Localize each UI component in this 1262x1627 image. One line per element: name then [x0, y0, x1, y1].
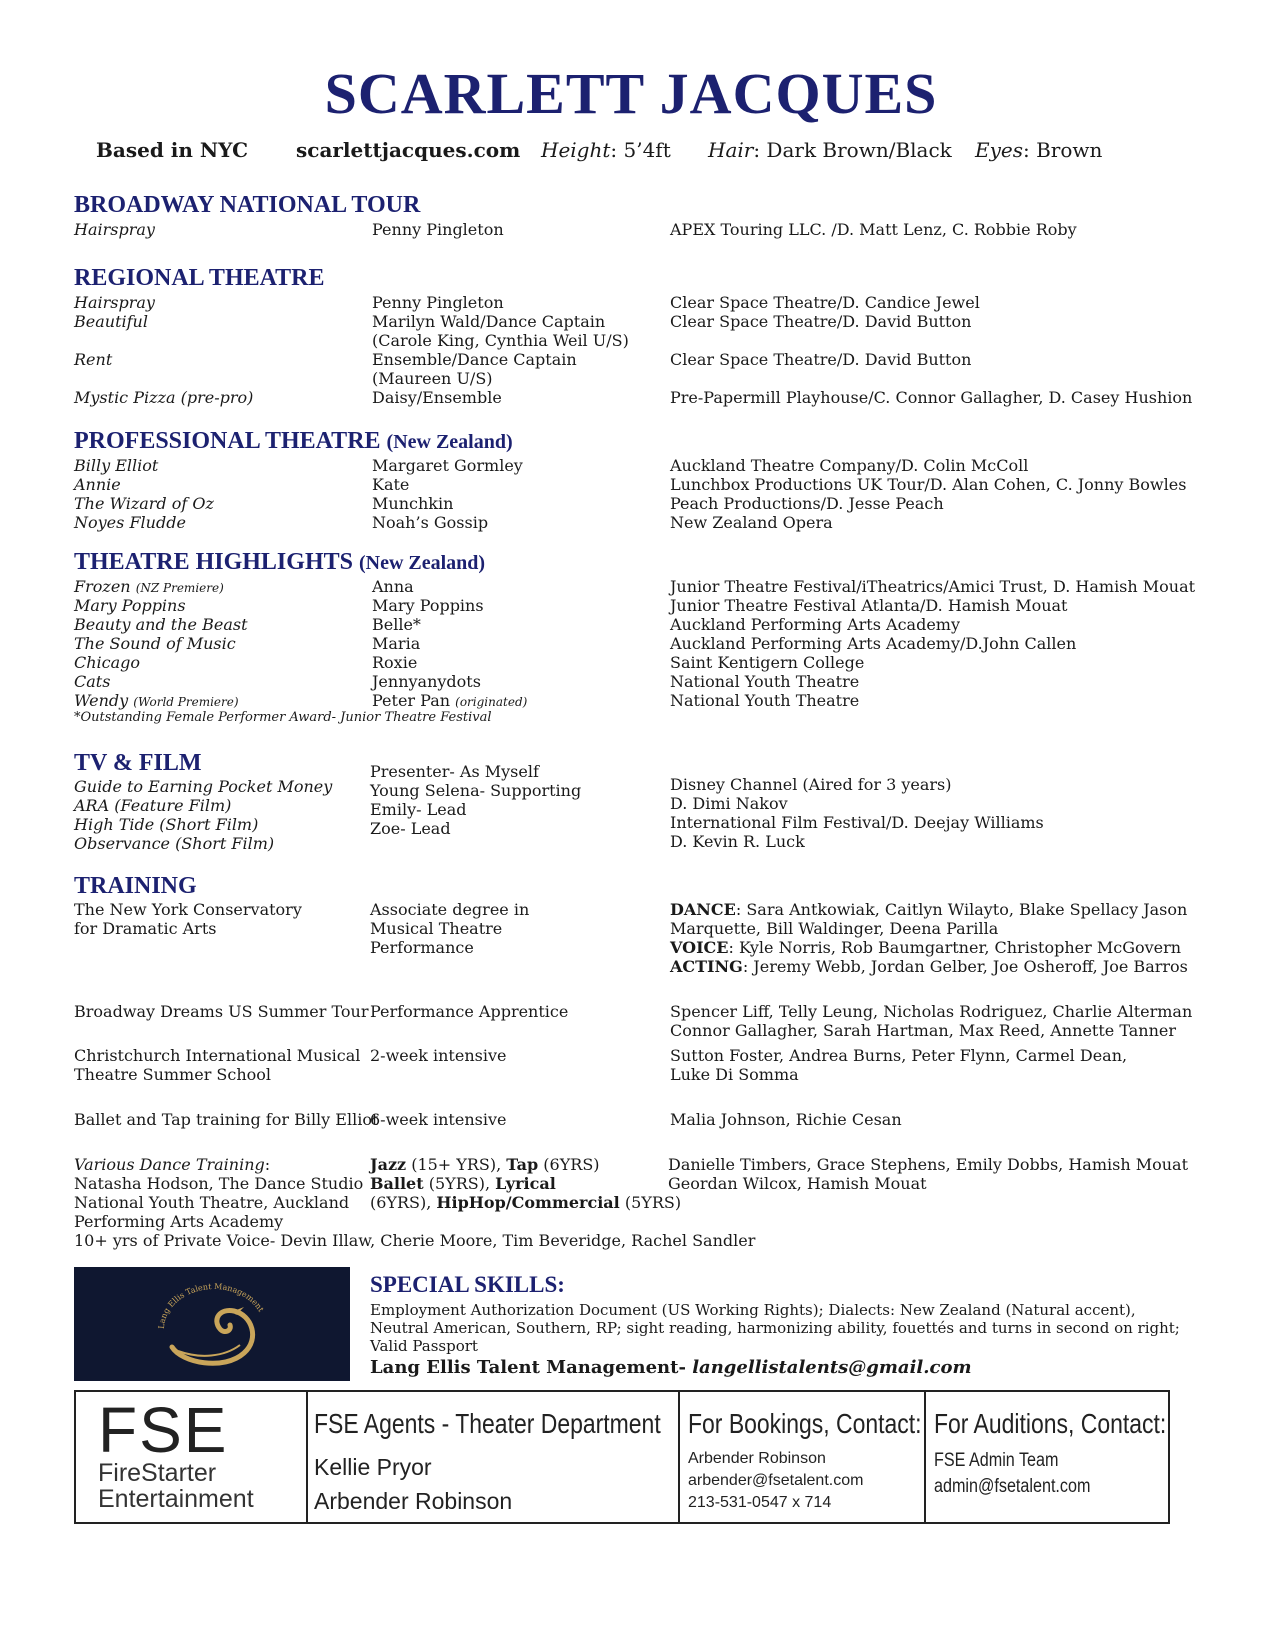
fse-agency-footer [74, 1390, 1170, 1524]
fse-bookings-title: For Bookings, Contact: [688, 1408, 922, 1439]
section-professional: PROFESSIONAL THEATRE (New Zealand) [74, 428, 513, 454]
training-bd-program: Performance Apprentice [370, 1002, 569, 1021]
section-regional: REGIONAL THEATRE [74, 265, 325, 291]
lang-ellis-logo [74, 1267, 350, 1381]
fse-bookings-phone[interactable]: 213-531-0547 x 714 [688, 1494, 832, 1511]
hair: Hair: Dark Brown/Black [708, 138, 952, 162]
credit-row: Noyes Fludde Noah’s Gossip New Zealand Opera [74, 513, 833, 532]
swan-logo-icon [74, 1267, 350, 1381]
highlights-rows [74, 577, 1194, 710]
fse-agent-1: Kellie Pryor [314, 1454, 432, 1480]
credit-row: Rent Ensemble/Dance Captain (Maureen U/S) Clear Space Theatre/D. David Button [74, 350, 972, 388]
fse-logo-line1: FireStarter [98, 1459, 217, 1487]
fse-auditions [926, 1392, 1168, 1522]
credit-row: Frozen (NZ Premiere) Anna Junior Theatre Festival/iTheatrics/Amici Trust, D. Hamish Mouat [74, 577, 1196, 596]
credit-row: Cats Jennyanydots National Youth Theatre [74, 672, 860, 691]
professional-rows [74, 456, 1194, 532]
logo-arc-text: Lang Ellis Talent Management [156, 1281, 266, 1330]
credit-row: Annie Kate Lunchbox Productions UK Tour/D. Alan Cohen, C. Jonny Bowles [74, 475, 1187, 494]
special-skills-text: Employment Authorization Document (US Working Rights); Dialects: New Zealand (Natural accent), Neutral American, Southern, RP; sight reading, harmonizing ability, fouettés and turns in second on right; Valid Passport [370, 1301, 1180, 1355]
regional-rows [74, 293, 1194, 407]
training-cims-program: 2-week intensive [370, 1046, 507, 1065]
special-skills-title: SPECIAL SKILLS: [370, 1272, 565, 1297]
training-ballet-teachers: Malia Johnson, Richie Cesan [670, 1110, 902, 1129]
credit-row: The Sound of Music Maria Auckland Performing Arts Academy/D.John Callen [74, 634, 1077, 653]
fse-logo-mark: FSE [98, 1394, 229, 1466]
training-various-teachers: Danielle Timbers, Grace Stephens, Emily Dobbs, Hamish Mouat Geordan Wilcox, Hamish Mouat [668, 1155, 1189, 1193]
credit-row: Mary Poppins Mary Poppins Junior Theatre Festival Atlanta/D. Hamish Mouat [74, 596, 1068, 615]
location: Based in NYC [96, 138, 249, 162]
credit-row: Hairspray Penny Pingleton Clear Space Theatre/D. Candice Jewel [74, 293, 980, 312]
fse-bookings-email[interactable]: arbender@fsetalent.com [688, 1472, 864, 1489]
training-ballet-program: 6-week intensive [370, 1110, 507, 1129]
broadway-rows [74, 220, 1194, 239]
credit-row: Wendy (World Premiere) Peter Pan (originated) National Youth Theatre [74, 691, 860, 710]
training-bd-teachers: Spencer Liff, Telly Leung, Nicholas Rodriguez, Charlie Alterman Connor Gallagher, Sarah Hartman, Max Reed, Annette Tanner [670, 1002, 1193, 1040]
credit-row: Mystic Pizza (pre-pro) Daisy/Ensemble Pre-Papermill Playhouse/C. Connor Gallagher, D. Casey Hushion [74, 388, 1193, 407]
website: scarlettjacques.com [296, 138, 521, 162]
fse-auditions-title: For Auditions, Contact: [934, 1408, 1167, 1439]
tvfilm-roles: Presenter- As Myself Young Selena- Supporting Emily- Lead Zoe- Lead [370, 762, 582, 838]
training-various-styles: Jazz (15+ YRS), Tap (6YRS) Ballet (5YRS), Lyrical (6YRS), HipHop/Commercial (5YRS) [370, 1155, 682, 1212]
section-tvfilm: TV & FILM [74, 750, 202, 776]
training-bd-school: Broadway Dreams US Summer Tour [74, 1002, 369, 1021]
performer-name: SCARLETT JACQUES [324, 61, 938, 126]
section-training: TRAINING [74, 873, 197, 899]
tvfilm-companies: Disney Channel (Aired for 3 years) D. Dimi Nakov International Film Festival/D. Deejay Williams D. Kevin R. Luck [670, 775, 1044, 851]
training-various-schools: Various Dance Training: Natasha Hodson, The Dance Studio National Youth Theatre, Auckland Performing Arts Academy [74, 1155, 364, 1231]
fse-auditions-email[interactable]: admin@fsetalent.com [934, 1476, 1091, 1497]
fse-bookings-contact: Arbender Robinson arbender@fsetalent.com 213-531-0547 x 714 [688, 1448, 863, 1514]
credit-row: Chicago Roxie Saint Kentigern College [74, 653, 865, 672]
credit-row: Hairspray Penny Pingleton APEX Touring LLC. /D. Matt Lenz, C. Robbie Roby [74, 220, 1077, 239]
training-nycda-program: Associate degree in Musical Theatre Performance [370, 900, 530, 957]
fse-agents [308, 1392, 680, 1522]
training-private-voice: 10+ yrs of Private Voice- Devin Illaw, Cherie Moore, Tim Beveridge, Rachel Sandler [74, 1231, 756, 1250]
fse-logo [76, 1392, 308, 1522]
credit-row: The Wizard of Oz Munchkin Peach Productions/D. Jesse Peach [74, 494, 944, 513]
management-email[interactable]: langellistalents@gmail.com [692, 1357, 972, 1378]
section-broadway: BROADWAY NATIONAL TOUR [74, 192, 421, 218]
training-ballet-school: Ballet and Tap training for Billy Elliot [74, 1110, 379, 1129]
tvfilm-shows: Guide to Earning Pocket Money ARA (Feature Film) High Tide (Short Film) Observance (Short Film) [74, 777, 333, 853]
award-footnote: *Outstanding Female Performer Award- Junior Theatre Festival [74, 710, 492, 725]
training-nycda-teachers: DANCE: Sara Antkowiak, Caitlyn Wilayto, Blake Spellacy Jason Marquette, Bill Waldinger, Deena Parilla VOICE: Kyle Norris, Rob Baumgartner, Christopher McGovern ACTING: Jeremy Webb, Jordan Gelber, Joe Osheroff, Joe Barros [670, 900, 1188, 976]
fse-bookings [680, 1392, 926, 1522]
training-nycda-school: The New York Conservatory for Dramatic Arts [74, 900, 302, 938]
fse-agents-title: FSE Agents - Theater Department [314, 1408, 661, 1439]
fse-auditions-contact: FSE Admin Team admin@fsetalent.com [934, 1448, 1090, 1500]
height: Height: 5’4ft [541, 138, 671, 162]
training-cims-school: Christchurch International Musical Theatre Summer School [74, 1046, 361, 1084]
credit-row: Billy Elliot Margaret Gormley Auckland Theatre Company/D. Colin McColl [74, 456, 1029, 475]
fse-agent-2: Arbender Robinson [314, 1488, 513, 1514]
credit-row: Beauty and the Beast Belle* Auckland Performing Arts Academy [74, 615, 960, 634]
eyes: Eyes: Brown [975, 138, 1103, 162]
training-cims-teachers: Sutton Foster, Andrea Burns, Peter Flynn, Carmel Dean, Luke Di Somma [670, 1046, 1128, 1084]
management-contact: Lang Ellis Talent Management- langellistalents@gmail.com [370, 1357, 972, 1378]
credit-row: Beautiful Marilyn Wald/Dance Captain (Carole King, Cynthia Weil U/S) Clear Space Theatre/D. David Button [74, 312, 972, 350]
section-highlights: THEATRE HIGHLIGHTS (New Zealand) [74, 549, 486, 575]
fse-logo-line2: Entertainment [98, 1485, 254, 1513]
